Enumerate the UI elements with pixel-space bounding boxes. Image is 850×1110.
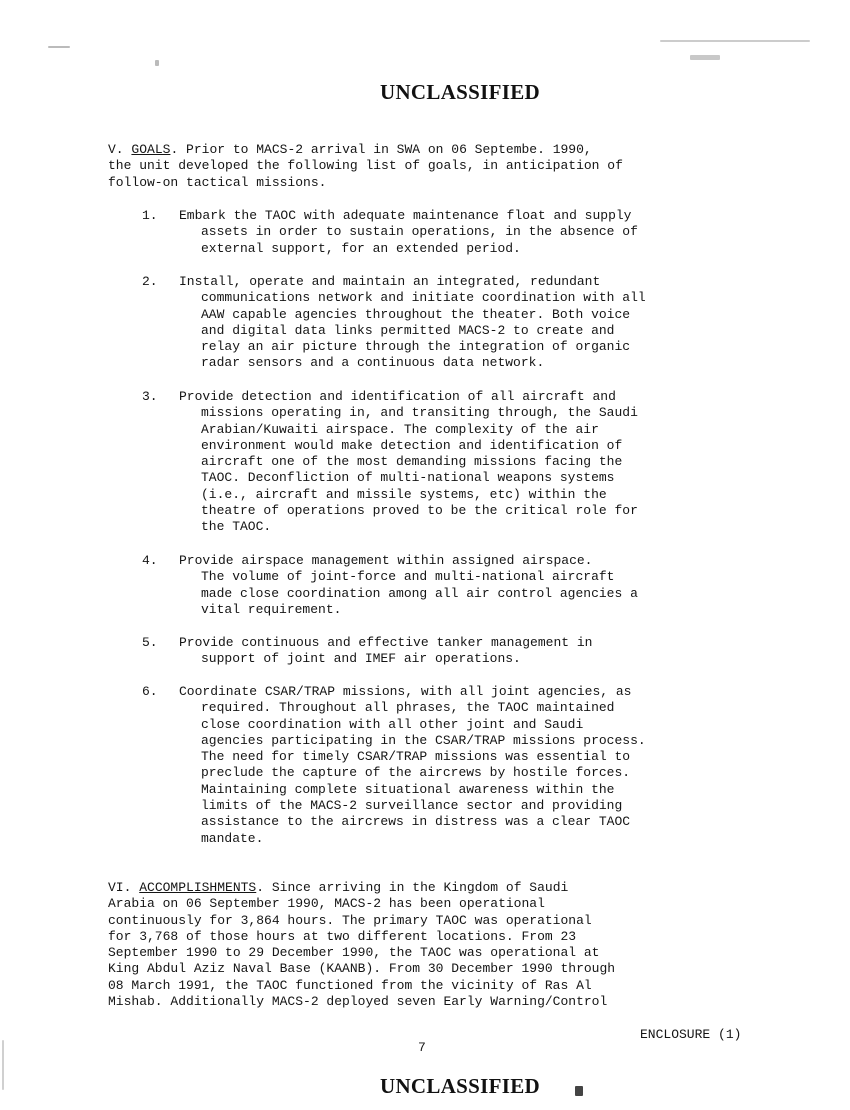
scan-speck [48, 46, 70, 48]
top-classification-banner: UNCLASSIFIED [380, 80, 540, 104]
goal-item-text [179, 553, 638, 618]
goal-item-line: radar sensors and a continuous data network. [201, 355, 545, 371]
goals-heading: GOALS [131, 142, 171, 157]
accomplishments-line-3: continuously for 3,864 hours. The primary TAOC was operational [108, 912, 592, 928]
goal-item-number: 3. [142, 389, 158, 404]
accomplishments-section-number: VI. [108, 880, 132, 895]
goals-intro-line-2: the unit developed the following list of goals, in anticipation of [108, 158, 623, 174]
goal-item-line: AAW capable agencies throughout the theater. Both voice [201, 306, 631, 322]
goal-item-line: communications network and initiate coordination with all [201, 290, 646, 306]
goals-intro-line-3: follow-on tactical missions. [108, 174, 327, 190]
accomplishments-line-1: . Since arriving in the Kingdom of Saudi [256, 880, 569, 895]
accomplishments-heading: ACCOMPLISHMENTS [139, 880, 257, 895]
goal-item-text [179, 389, 638, 536]
goal-item-line: (i.e., aircraft and missile systems, etc) within the [201, 486, 607, 502]
goal-item-line: required. Throughout all phrases, the TAOC maintained [201, 700, 615, 716]
goal-item-line: external support, for an extended period. [201, 240, 521, 256]
goal-item-number: 1. [142, 208, 158, 223]
goal-item-line: and digital data links permitted MACS-2 to create and [201, 322, 615, 338]
goals-section [108, 142, 788, 191]
goal-item-number: 5. [142, 635, 158, 650]
accomplishments-line-6: King Abdul Aziz Naval Base (KAANB). From 30 December 1990 through [108, 961, 616, 977]
goal-item-line: Arabian/Kuwaiti airspace. The complexity of the air [201, 421, 599, 437]
accomplishments-line-4: for 3,768 of those hours at two different locations. From 23 [108, 928, 577, 944]
goal-item-line: Embark the TAOC with adequate maintenance float and supply [179, 208, 632, 223]
goal-item-number: 2. [142, 274, 158, 289]
goal-item-line: Maintaining complete situational awareness within the [201, 781, 615, 797]
goal-item-text [179, 635, 592, 668]
goal-item-line: made close coordination among all air control agencies a [201, 585, 638, 601]
goals-intro-line-1: . Prior to MACS-2 arrival in SWA on 06 Septembe. 1990, [170, 142, 592, 157]
goal-item-line: The volume of joint-force and multi-national aircraft [201, 569, 615, 585]
accomplishments-section [108, 880, 788, 1010]
goal-item-number: 6. [142, 684, 158, 699]
goal-item-line: relay an air picture through the integration of organic [201, 339, 631, 355]
goal-item-line: Coordinate CSAR/TRAP missions, with all joint agencies, as [179, 684, 632, 699]
goal-item-line: TAOC. Deconfliction of multi-national weapons systems [201, 470, 615, 486]
goal-item-line: theatre of operations proved to be the critical role for [201, 503, 638, 519]
goal-item-line: Install, operate and maintain an integrated, redundant [179, 274, 601, 289]
goal-item-line: Provide continuous and effective tanker management in [179, 635, 593, 650]
goal-item-line: close coordination with all other joint and Saudi [201, 716, 584, 732]
goal-item-line: Provide airspace management within assigned airspace. [179, 553, 593, 568]
bottom-classification-banner: UNCLASSIFIED [380, 1074, 540, 1098]
goal-item-line: agencies participating in the CSAR/TRAP missions process. [201, 732, 646, 748]
goal-item-line: assets in order to sustain operations, in the absence of [201, 224, 638, 240]
goal-item-line: the TAOC. [201, 519, 272, 535]
goal-item-line: aircraft one of the most demanding missions facing the [201, 454, 623, 470]
goal-item-line: preclude the capture of the aircrews by hostile forces. [201, 765, 631, 781]
scan-speck [660, 40, 810, 42]
enclosure-label: ENCLOSURE (1) [640, 1027, 742, 1042]
goal-item-line: assistance to the aircrews in distress was a clear TAOC [201, 814, 631, 830]
accomplishments-heading-line [108, 880, 788, 896]
goal-item-line: missions operating in, and transiting through, the Saudi [201, 405, 638, 421]
accomplishments-line-2: Arabia on 06 September 1990, MACS-2 has been operational [108, 896, 545, 912]
accomplishments-line-5: September 1990 to 29 December 1990, the TAOC was operational at [108, 945, 600, 961]
goal-item-line: support of joint and IMEF air operations. [201, 651, 521, 667]
accomplishments-line-7: 08 March 1991, the TAOC functioned from the vicinity of Ras Al [108, 977, 592, 993]
goal-item-line: vital requirement. [201, 601, 342, 617]
scan-speck [155, 60, 159, 66]
goal-item-text [179, 274, 646, 372]
goal-item-line: The need for timely CSAR/TRAP missions was essential to [201, 749, 631, 765]
goal-item-text [179, 208, 638, 257]
goal-item-line: limits of the MACS-2 surveillance sector and providing [201, 798, 623, 814]
accomplishments-line-8: Mishab. Additionally MACS-2 deployed seven Early Warning/Control [108, 994, 608, 1010]
goal-item-line: environment would make detection and identification of [201, 437, 623, 453]
goal-item-number: 4. [142, 553, 158, 568]
scan-speck [690, 55, 720, 60]
goals-section-number: V. [108, 142, 124, 157]
goal-item-line: mandate. [201, 830, 264, 846]
scan-speck [2, 1040, 4, 1090]
scan-speck [575, 1086, 583, 1096]
goal-item-text [179, 684, 646, 847]
page-number: 7 [418, 1040, 426, 1055]
goal-item-line: Provide detection and identification of all aircraft and [179, 389, 616, 404]
goals-heading-line [108, 142, 788, 158]
